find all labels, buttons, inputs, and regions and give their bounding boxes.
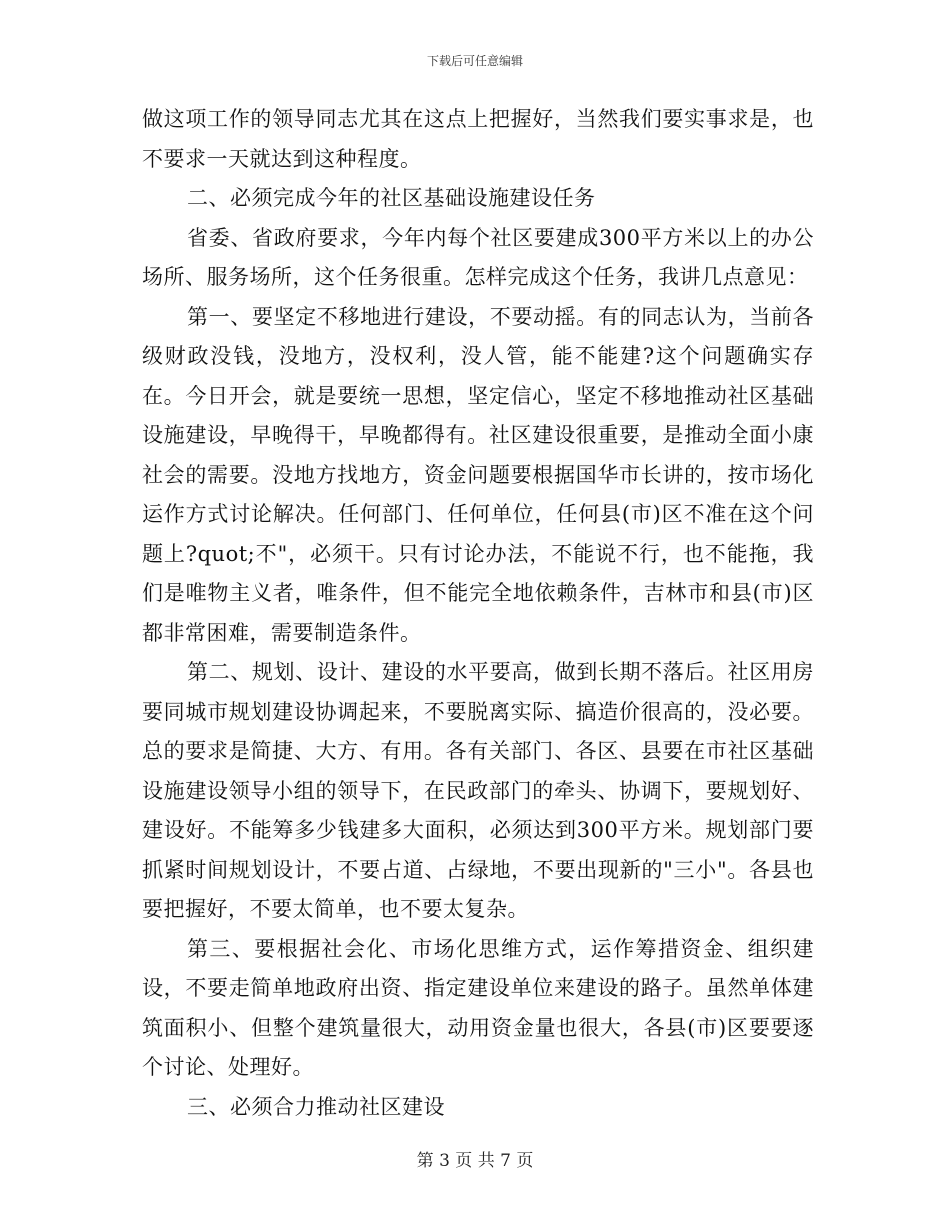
paragraph-point-1: 第一、要坚定不移地进行建设，不要动摇。有的同志认为，当前各级财政没钱，没地方，没权利，没人管，能不能建?这个问题确实存在。今日开会，就是要统一思想，坚定信心，坚定不移地推动社区基础设施建设，早晚得干，早晚都得有。社区建设很重要，是推动全面小康社会的需要。没地方找地方，资金问题要根据国华市长讲的，按市场化运作方式讨论解决。任何部门、任何单位，任何县(市)区不准在这个问题上?quot;不"，必须干。只有讨论办法，不能说不行，也不能拖，我们是唯物主义者，唯条件，但不能完全地依赖条件，吉林市和县(市)区都非常困难，需要制造条件。 xyxy=(142,304,814,645)
section-heading-2: 二、必须完成今年的社区基础设施建设任务 xyxy=(187,186,596,210)
section-heading-3: 三、必须合力推动社区建设 xyxy=(187,1094,445,1119)
page-header: 下载后可任意编辑 xyxy=(426,54,523,68)
paragraph-point-2: 第二、规划、设计、建设的水平要高，做到长期不落后。社区用房要同城市规划建设协调起来，不要脱离实际、搞造价很高的，没必要。总的要求是简捷、大方、有用。各有关部门、各区、县要在市社区基础设施建设领导小组的领导下，在民政部门的牵头、协调下，要规划好、建设好。不能筹多少钱建多大面积，必须达到300平方米。规划部门要抓紧时间规划设计，不要占道、占绿地，不要出现新的"三小"。各县也要把握好，不要太简单，也不要太复杂。 xyxy=(142,660,814,921)
page-footer xyxy=(0,1146,950,1171)
paragraph-requirements: 省委、省政府要求，今年内每个社区要建成300平方米以上的办公场所、服务场所，这个任务很重。怎样完成这个任务，我讲几点意见： xyxy=(142,225,814,289)
paragraph-point-3: 第三、要根据社会化、市场化思维方式，运作筹措资金、组织建设，不要走简单地政府出资、指定建设单位来建设的路子。虽然单体建筑面积小、但整个建筑量很大，动用资金量也很大，各县(市)区要要逐个讨论、处理好。 xyxy=(142,936,814,1079)
paragraph-continuation: 做这项工作的领导同志尤其在这点上把握好，当然我们要实事求是，也不要求一天就达到这种程度。 xyxy=(142,107,814,171)
document-body xyxy=(142,100,814,1127)
page-number-label: 第 3 页 共 7 页 xyxy=(416,1151,534,1171)
